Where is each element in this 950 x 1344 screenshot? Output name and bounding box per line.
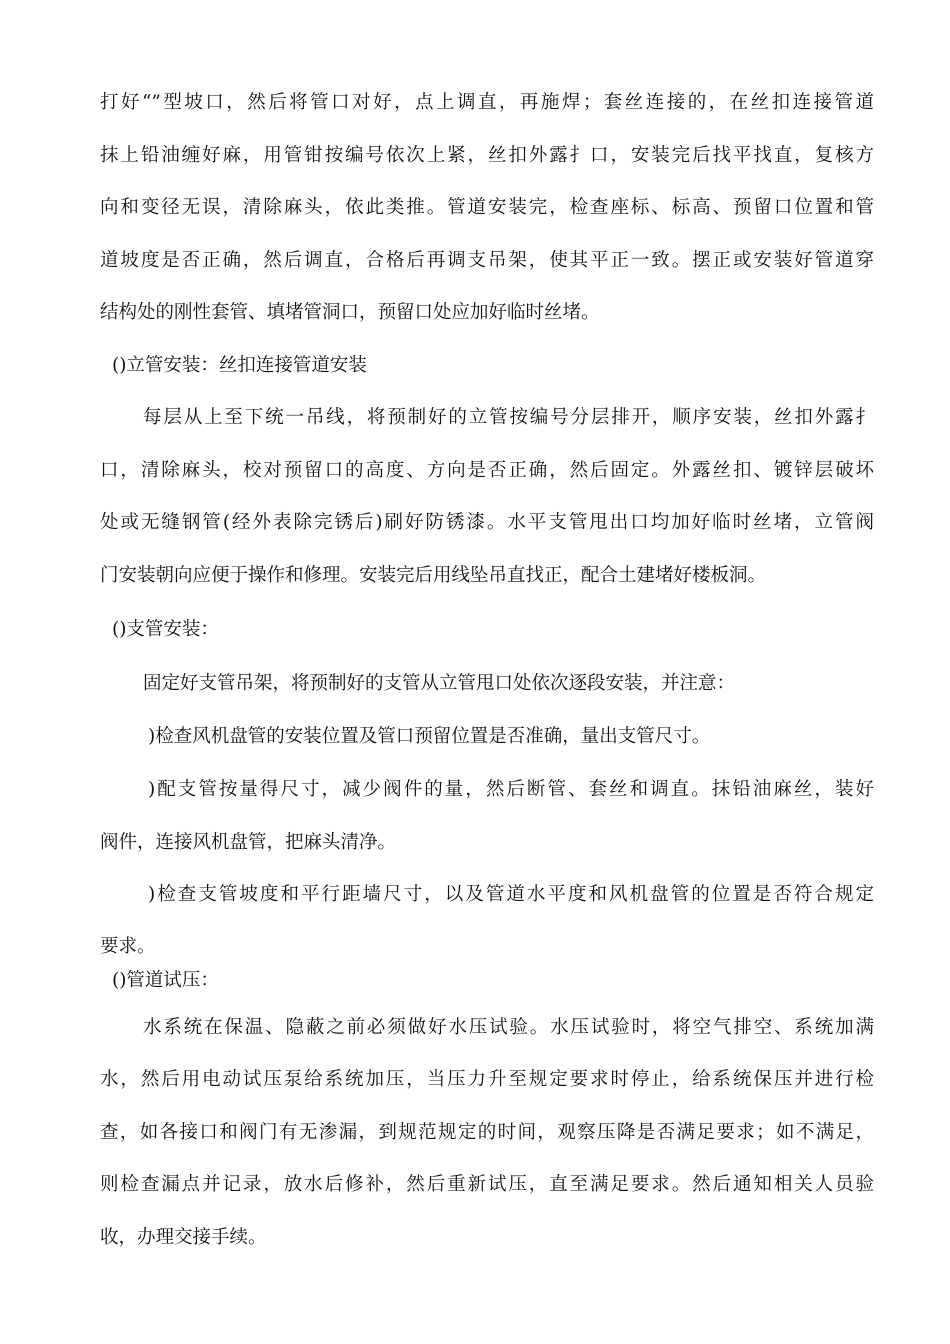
section-heading-riser: ()立管安装：丝扣连接管道安装 [112,355,367,376]
paragraph-branch-intro: 固定好支管吊架，将预制好的支管从立管甩口处依次逐段安装，并注意： [143,673,736,694]
text-line: 门安装朝向应便于操作和修理。安装完后用线坠吊直找正，配合土建堵好楼板洞。 [100,565,767,586]
section-heading-pressure-test: ()管道试压： [112,970,219,991]
list-item-1: )检查风机盘管的安装位置及管口预留位置是否准确，量出支管尺寸。 [148,726,711,747]
text-line: 打好“”型坡口，然后将管口对好，点上调直，再施焊；套丝连接的，在丝扣连接管道 [100,92,874,113]
text-line: 道坡度是否正确，然后调直，合格后再调支吊架，使其平正一致。摆正或安装好管道穿 [100,250,874,271]
section-heading-branch: ()支管安装： [112,619,219,640]
text-line: 阀件，连接风机盘管，把麻头清净。 [100,832,397,853]
text-line: 要求。 [100,936,156,957]
text-line: 结构处的刚性套管、填堵管洞口，预留口处应加好临时丝堵。 [100,302,600,323]
text-line: 向和变径无误，清除麻头，依此类推。管道安装完，检查座标、标高、预留口位置和管 [100,197,874,218]
text-line: 口，清除麻头，校对预留口的高度、方向是否正确，然后固定。外露丝扣、镀锌层破坏 [100,460,874,481]
text-line: 收，办理交接手续。 [100,1227,267,1248]
text-line: 则检查漏点并记录，放水后修补，然后重新试压，直至满足要求。然后通知相关人员验 [100,1174,874,1195]
text-line: )配支管按量得尺寸，减少阀件的量，然后断管、套丝和调直。抹铅油麻丝，装好 [148,779,874,800]
text-line: )检查支管坡度和平行距墙尺寸，以及管道水平度和风机盘管的位置是否符合规定 [148,884,874,905]
text-line: 处或无缝钢管(经外表除完锈后)刷好防锈漆。水平支管甩出口均加好临时丝堵，立管阀 [100,512,874,533]
text-line: 水系统在保温、隐蔽之前必须做好水压试验。水压试验时，将空气排空、系统加满 [143,1017,874,1038]
text-line: 抹上铅油缠好麻，用管钳按编号依次上紧，丝扣外露扌口，安装完后找平找直，复核方 [100,145,874,166]
text-line: 查，如各接口和阀门有无渗漏，到规范规定的时间，观察压降是否满足要求；如不满足， [100,1122,874,1143]
text-line: 每层从上至下统一吊线，将预制好的立管按编号分层排开，顺序安装，丝扣外露扌 [143,407,874,428]
text-line: 水，然后用电动试压泵给系统加压，当压力升至规定要求时停止，给系统保压并进行检 [100,1069,874,1090]
